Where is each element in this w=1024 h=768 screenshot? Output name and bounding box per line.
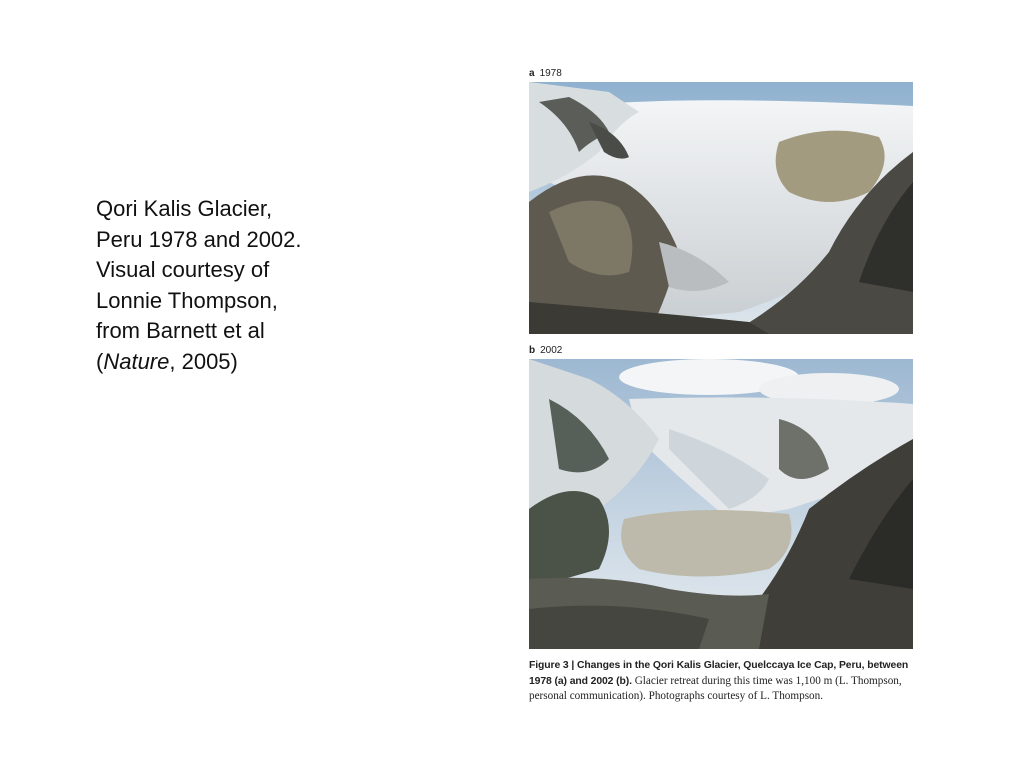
- figure-caption-title: Figure 3 | Changes in the Qori Kalis Glacier, Quelccaya Ice Cap, Peru, between 1978 (a) and 2002 (b).: [529, 660, 909, 687]
- caption-line-2: Peru 1978 and 2002.: [96, 226, 302, 252]
- slide-caption: [96, 194, 396, 377]
- panel-a-letter: a: [529, 68, 535, 79]
- caption-line-4: Lonnie Thompson,: [96, 287, 278, 313]
- panel-b-letter: b: [529, 345, 536, 356]
- journal-name: Nature: [103, 348, 170, 374]
- figure-caption: [529, 658, 921, 704]
- caption-line-6: [96, 347, 396, 378]
- figure-caption-body: Glacier retreat during this time was 1,100 m (L. Thompson, personal communication). Photographs courtesy of L. Thompson.: [529, 674, 902, 703]
- caption-line-1: Qori Kalis Glacier,: [96, 196, 273, 221]
- paren-open: (: [96, 348, 104, 374]
- caption-line-5: from Barnett et al: [96, 318, 265, 343]
- panel-b-year: 2002: [540, 345, 563, 356]
- caption-line-3: Visual courtesy of: [96, 257, 270, 282]
- photo-1978: [529, 82, 913, 334]
- panel-b-label: [529, 345, 562, 356]
- panel-a-label: [529, 68, 562, 79]
- citation-year: , 2005): [169, 348, 238, 374]
- panel-a-year: 1978: [539, 68, 562, 79]
- photo-2002: [529, 359, 913, 649]
